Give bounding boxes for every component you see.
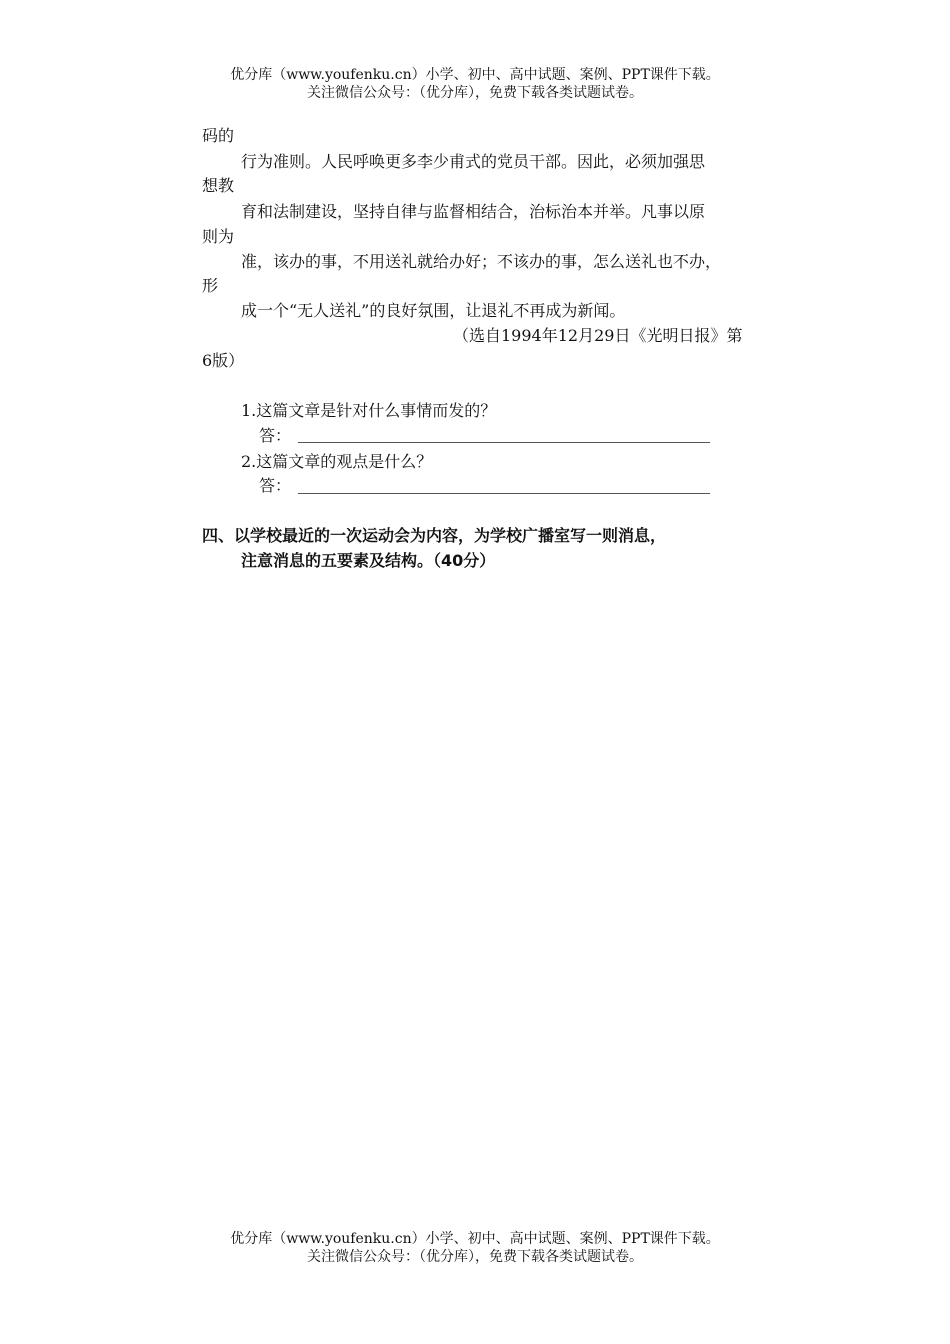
body-line: 想教 xyxy=(202,176,235,195)
source-citation-end: 6版） xyxy=(202,351,245,370)
source-citation: （选自1994年12月29日《光明日报》第 xyxy=(453,326,743,345)
body-line: 准，该办的事，不用送礼就给办好；不该办的事，怎么送礼也不办， xyxy=(241,252,722,271)
body-line: 则为 xyxy=(202,227,235,246)
page-header xyxy=(0,66,950,102)
answer-label-1: 答： xyxy=(259,426,292,445)
section-four-title: 四、以学校最近的一次运动会为内容，为学校广播室写一则消息， xyxy=(202,526,667,545)
header-line-1: 优分库（www.youfenku.cn）小学、初中、高中试题、案例、PPT课件下载。 xyxy=(230,67,720,83)
body-line: 形 xyxy=(202,276,219,295)
header-line-2: 关注微信公众号：（优分库），免费下载各类试题试卷。 xyxy=(307,85,643,101)
answer-label-2: 答： xyxy=(259,476,292,495)
body-line: 码的 xyxy=(202,126,235,145)
body-line: 行为准则。人民呼唤更多李少甫式的党员干部。因此，必须加强思 xyxy=(241,152,706,171)
body-line: 育和法制建设，坚持自律与监督相结合，治标治本并举。凡事以原 xyxy=(241,202,706,221)
question-1: 1.这篇文章是针对什么事情而发的？ xyxy=(241,401,497,420)
footer-line-1: 优分库（www.youfenku.cn）小学、初中、高中试题、案例、PPT课件下载。 xyxy=(230,1231,720,1247)
footer-line-2: 关注微信公众号：（优分库），免费下载各类试题试卷。 xyxy=(307,1249,643,1265)
answer-line-2[interactable] xyxy=(298,493,710,494)
body-line: 成一个“无人送礼”的良好氛围，让退礼不再成为新闻。 xyxy=(241,301,626,320)
page-footer xyxy=(0,1230,950,1266)
answer-line-1[interactable] xyxy=(298,442,710,443)
question-2: 2.这篇文章的观点是什么？ xyxy=(241,452,433,471)
section-four-note: 注意消息的五要素及结构。（40分） xyxy=(241,551,496,570)
